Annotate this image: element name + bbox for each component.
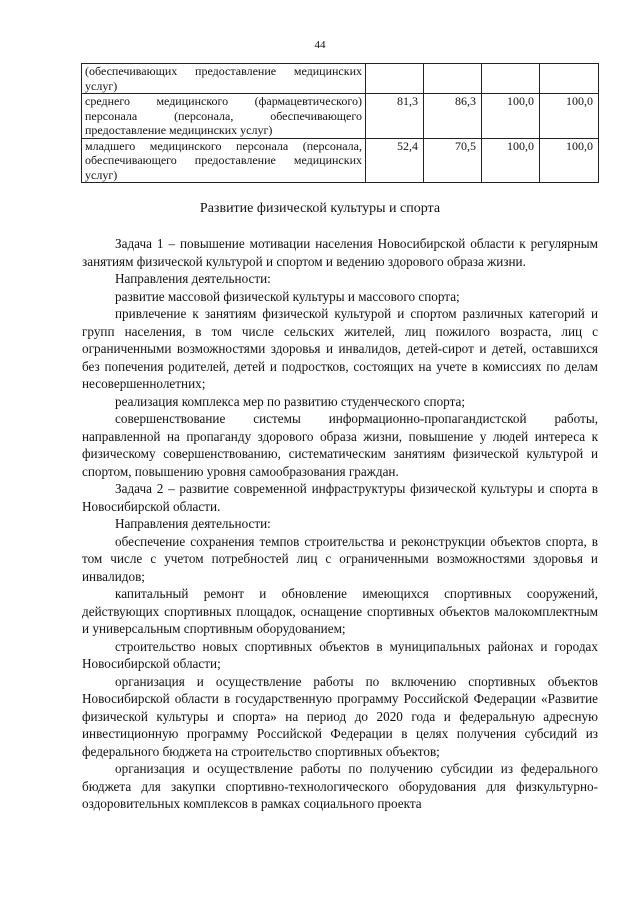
- table-cell-value: 100,0: [540, 94, 599, 139]
- table-cell-value: [482, 64, 540, 94]
- table-cell-value: 100,0: [540, 138, 599, 183]
- paragraph: развитие массовой физической культуры и массового спорта;: [115, 288, 460, 304]
- table-cell-value: [540, 64, 599, 94]
- table-cell-value: 100,0: [482, 94, 540, 139]
- paragraph: Направления деятельности:: [115, 516, 271, 531]
- body-text: [82, 235, 598, 813]
- data-table: [81, 63, 599, 183]
- paragraph: Направления деятельности:: [115, 271, 271, 286]
- table-cell-label: (обеспечивающих предоставление медицинских услуг): [82, 64, 366, 94]
- paragraph: Задача 1 – повышение мотивации населения Новосибирской области к регулярным занятиям физической культурой и спортом и ведению здорового образа жизни.: [82, 236, 598, 269]
- paragraph: капитальный ремонт и обновление имеющихся спортивных сооружений, действующих спортивных площадок, оснащение спортивных объектов малокомплектным и универсальным спортивным оборудованием;: [82, 586, 598, 636]
- paragraph: организация и осуществление работы по включению спортивных объектов Новосибирской области в государственную программу Российской Федерации «Развитие физической культуры и спорта» на период до 2020 года и федеральную адресную инвестиционную программу Российской Федерации в целях получения субсидий из федерального бюджета на строительство спортивных объектов;: [82, 673, 598, 759]
- table-row: [82, 64, 599, 94]
- table-cell-value: 81,3: [366, 94, 424, 139]
- table-cell-value: 70,5: [424, 138, 482, 183]
- paragraph: совершенствование системы информационно-пропагандистской работы, направленной на пропаганду здорового образа жизни, повышение у людей интереса к физическому совершенствованию, систематическим занятиям физической культурой и спортом, повышению уровня самообразования граждан.: [82, 411, 598, 479]
- paragraph: строительство новых спортивных объектов в муниципальных районах и городах Новосибирской области;: [82, 638, 598, 671]
- paragraph: обеспечение сохранения темпов строительства и реконструкции объектов спорта, в том числе с учетом потребностей лиц с ограниченными возможностями здоровья и инвалидов;: [82, 533, 598, 584]
- page-number: 44: [314, 39, 326, 51]
- table-cell-label: среднего медицинского (фармацевтического) персонала (персонала, обеспечивающего предоставление медицинских услуг): [82, 94, 366, 139]
- paragraph: Задача 2 – развитие современной инфраструктуры физической культуры и спорта в Новосибирской области.: [82, 481, 598, 514]
- table-cell-label: младшего медицинского персонала (персонала, обеспечивающего предоставление медицинских услуг): [82, 138, 366, 183]
- table-cell-value: [366, 64, 424, 94]
- table-cell-value: [424, 64, 482, 94]
- table-cell-value: 52,4: [366, 138, 424, 183]
- paragraph: организация и осуществление работы по получению субсидии из федерального бюджета для закупки спортивно-технологического оборудования для физкультурно-оздоровительных комплексов в рамках социального проекта: [82, 761, 598, 811]
- paragraph: привлечение к занятиям физической культурой и спортом различных категорий и групп населения, в том числе сельских жителей, лиц пожилого возраста, лиц с ограниченными возможностями здоровья и инвалидов, детей-сирот и детей, оставшихся без попечения родителей, детей и подростков, состоящих на учете в комиссиях по делам несовершеннолетних;: [82, 306, 598, 391]
- section-title: Развитие физической культуры и спорта: [199, 201, 441, 216]
- table-cell-value: 86,3: [424, 94, 482, 139]
- table-row: [82, 94, 599, 139]
- table-cell-value: 100,0: [482, 138, 540, 183]
- paragraph: реализация комплекса мер по развитию студенческого спорта;: [115, 393, 466, 409]
- table-row: [82, 138, 599, 183]
